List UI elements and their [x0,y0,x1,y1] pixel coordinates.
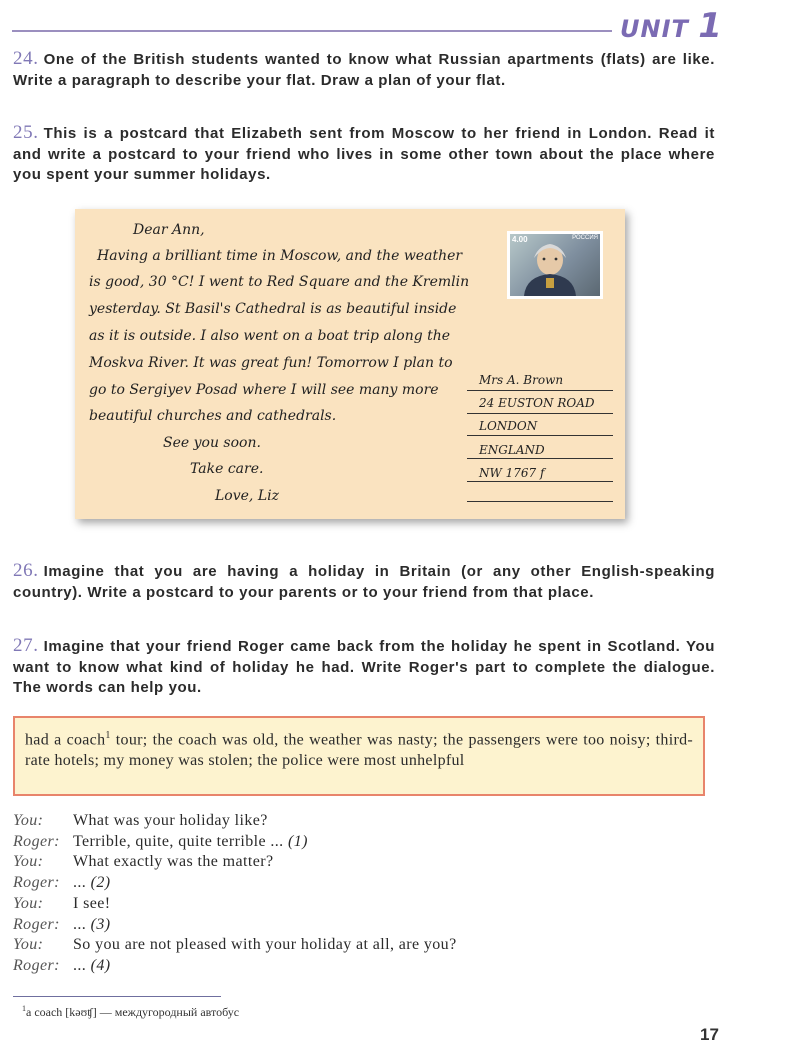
dialogue-line [13,916,110,934]
exercise-27 [13,636,715,699]
exercise-number: 24. [13,48,39,69]
gap-marker: (4) [90,957,111,974]
stamp-value: 4.00 [512,235,528,244]
postcard-line: Moskva River. It was great fun! Tomorrow I plan to [89,355,453,371]
postcard-line: Dear Ann, [133,222,205,238]
stamp-country: РОССИЯ [572,235,598,241]
exercise-text: This is a postcard that Elizabeth sent from Moscow to her friend in London. Read it and write a postcard to your friend who lives in some other town about the place where you spent your summer holidays. [13,125,715,183]
address-line: NW 1767 f [479,466,545,480]
postcard-line: go to Sergiyev Posad where I will see many more [89,382,439,398]
address-rule [467,390,613,391]
dialogue-line [13,812,268,830]
gap-marker: (1) [288,833,308,850]
postcard [75,209,625,519]
speaker: You: [13,812,44,829]
speaker: Roger: [13,833,60,850]
address-line: Mrs A. Brown [479,373,564,387]
footnote [22,1004,239,1020]
speaker: Roger: [13,874,60,891]
word-box-text: had a coach [25,731,106,749]
address-rule [467,501,613,502]
dialogue-line [13,936,457,954]
exercise-number: 26. [13,560,39,581]
postcard-line: yesterday. St Basil's Cathedral is as beautiful inside [89,301,457,317]
exercise-text: Imagine that you are having a holiday in Britain (or any other English-speaking country). Write a postcard to your parents or to your friend from that place. [13,563,715,601]
unit-number: 1 [698,6,723,46]
dialogue-line [13,853,273,871]
speaker: Roger: [13,957,60,974]
footnote-text: a coach [kəʊʧ] — междугородный автобус [26,1005,240,1019]
dialogue-line [13,895,111,913]
address-line: 24 EUSTON ROAD [479,396,595,410]
dialogue-text: What exactly was the matter? [73,853,274,870]
postcard-line: is good, 30 °C! I went to Red Square and the Kremlin [89,274,470,290]
speaker: You: [13,936,44,953]
postage-stamp [507,231,603,299]
exercise-24 [13,49,715,91]
dialogue-text: ... [73,874,91,891]
dialogue-text: Terrible, quite, quite terrible ... [73,833,288,850]
dialogue-text: I see! [73,895,111,912]
address-rule [467,458,613,459]
exercise-text: One of the British students wanted to know what Russian apartments (flats) are like. Write a paragraph to describe your flat. Draw a plan of your flat. [13,51,715,89]
gap-marker: (2) [90,874,111,891]
exercise-25 [13,123,715,186]
address-rule [467,481,613,482]
dialogue-text: ... [73,957,91,974]
exercise-text: Imagine that your friend Roger came back from the holiday he spent in Scotland. You want to know what kind of holiday he had. Write Roger's part to complete the dialogue. The words can help you. [13,638,715,696]
header-rule [12,30,612,32]
dialogue-line [13,957,110,975]
address-rule [467,413,613,414]
exercise-26 [13,561,715,603]
exercise-number: 27. [13,635,39,656]
page-number: 17 [700,1025,719,1044]
speaker: You: [13,853,44,870]
speaker: Roger: [13,916,60,933]
word-box [13,716,705,796]
address-line: ENGLAND [479,443,545,457]
postcard-line: beautiful churches and cathedrals. [89,408,337,424]
dialogue-text: What was your holiday like? [73,812,268,829]
address-rule [467,435,613,436]
footnote-rule [13,996,221,997]
postcard-line: Having a brilliant time in Moscow, and the weather [97,248,463,264]
address-line: LONDON [479,419,538,433]
exercise-number: 25. [13,122,39,143]
dialogue-text: So you are not pleased with your holiday at all, are you? [73,936,457,953]
postcard-line: See you soon. [163,435,261,451]
speaker: You: [13,895,44,912]
footnote-marker: 1 [105,730,111,741]
gap-marker: (3) [90,916,111,933]
postcard-line: Take care. [190,461,264,477]
postcard-line: as it is outside. I also went on a boat trip along the [89,328,451,344]
word-box-text: tour; the coach was old, the weather was nasty; the passengers were too noisy; third-rate hotels; my money was stolen; the police were most unhelpful [25,731,693,769]
unit-label: UNIT [620,15,689,43]
dialogue-line [13,874,110,892]
postcard-line: Love, Liz [215,488,279,504]
dialogue-line [13,833,308,851]
footnote-marker: 1 [22,1004,26,1013]
dialogue-text: ... [73,916,91,933]
stamp-portrait [510,234,600,296]
unit-badge [620,6,723,46]
